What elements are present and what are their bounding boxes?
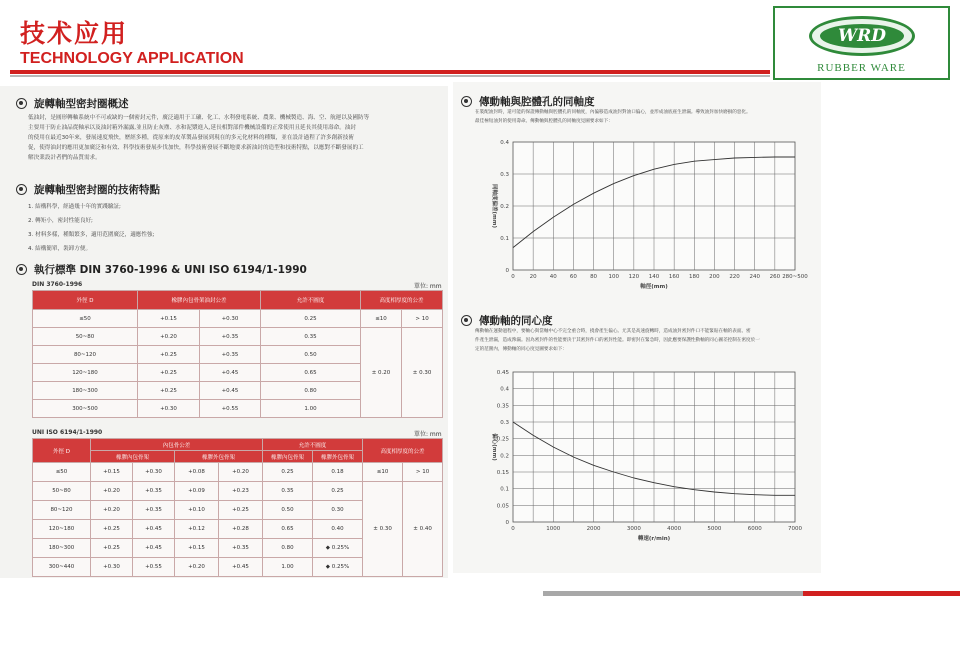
header-divider-red <box>10 70 770 74</box>
table-cell: 0.50 <box>263 501 313 520</box>
y-tick-label: 0.25 <box>496 436 509 443</box>
table-cell: ± 0.20 <box>361 328 402 418</box>
table-cell: +0.20 <box>175 558 219 577</box>
table-cell: ◆ 0.25% <box>313 539 363 558</box>
table-cell: +0.35 <box>133 482 175 501</box>
table-cell: +0.30 <box>133 463 175 482</box>
section-overview-heading: 旋轉軸型密封圈概述 <box>16 96 129 111</box>
uni-iso-tolerance-table <box>32 438 443 577</box>
table-header: 內包骨公差 <box>91 439 263 451</box>
table-cell: +0.25 <box>138 382 200 400</box>
x-tick-label: 4000 <box>667 526 682 532</box>
brochure-page-right <box>453 82 821 573</box>
y-axis-label: 同軸度偏差(mm) <box>491 184 497 228</box>
footer-divider-grey <box>543 591 803 596</box>
table-cell: ≤10 <box>363 463 403 482</box>
x-tick-label: 120 <box>628 274 640 280</box>
section-concentricity-heading: 傳動軸的同心度 <box>461 313 553 328</box>
x-tick-label: 240 <box>749 274 760 280</box>
y-tick-label: 0.2 <box>500 204 509 210</box>
table-cell: +0.15 <box>138 310 200 328</box>
x-tick-label: 80 <box>590 274 598 280</box>
y-tick-label: 0.3 <box>500 172 509 178</box>
concentricity-chart-svg <box>483 366 813 551</box>
table-cell: +0.25 <box>138 346 200 364</box>
table-cell: 300~440 <box>33 558 91 577</box>
table-cell: ± 0.30 <box>363 482 403 577</box>
x-tick-label: 220 <box>729 274 740 280</box>
table-cell: 180~300 <box>33 382 138 400</box>
table-cell: 120~180 <box>33 520 91 539</box>
table-cell: +0.12 <box>175 520 219 539</box>
x-tick-label: 7000 <box>788 526 802 532</box>
table-header: 外徑 D <box>33 439 91 463</box>
table-cell: 300~500 <box>33 400 138 418</box>
table-cell: +0.55 <box>133 558 175 577</box>
table-cell: +0.30 <box>91 558 133 577</box>
x-tick-label: 0 <box>511 526 515 532</box>
coaxiality-paragraph: 在裝配油封時，還可能的保證傳動軸與腔體孔的同軸度，內偏移造成油封對油口偏心，並形成油底座生泄漏。導致油封加快磨損的惡化。 最佳極短油封的使用壽命。傳動軸與腔體孔的同軸度見圖要求如下： <box>475 110 751 124</box>
y-tick-label: 0.15 <box>496 470 509 476</box>
y-tick-label: 0.3 <box>500 420 509 426</box>
table-cell: +0.15 <box>175 539 219 558</box>
x-tick-label: 40 <box>549 274 557 280</box>
table-cell: 0.35 <box>261 328 361 346</box>
table-cell: 0.25 <box>261 310 361 328</box>
table-cell: ≤10 <box>361 310 402 328</box>
table-cell: 0.50 <box>261 346 361 364</box>
logo-subtitle: RUBBER WARE <box>817 62 906 74</box>
table-cell: ± 0.40 <box>403 482 443 577</box>
footer-divider-red <box>803 591 960 596</box>
table-cell: +0.25 <box>91 520 133 539</box>
table-header: 外徑 D <box>33 291 138 310</box>
y-tick-label: 0 <box>505 520 509 526</box>
y-axis-label: 偏心(mm) <box>491 433 497 461</box>
brochure-page-left <box>0 86 448 578</box>
table-cell: +0.25 <box>91 539 133 558</box>
section-bullet-icon <box>16 264 27 275</box>
table-cell: 0.65 <box>261 364 361 382</box>
feature-item: 4. 結構簡單，裝卸方便。 <box>28 246 92 252</box>
table-cell: > 10 <box>402 310 443 328</box>
table-cell: +0.45 <box>133 539 175 558</box>
table-cell: 0.65 <box>263 520 313 539</box>
table-cell: 0.40 <box>313 520 363 539</box>
table-cell: 0.80 <box>261 382 361 400</box>
table-cell: 1.00 <box>263 558 313 577</box>
section-coaxiality-heading: 傳動軸與腔體孔的同軸度 <box>461 94 595 109</box>
x-tick-label: 280~500 <box>782 274 808 280</box>
x-tick-label: 6000 <box>747 526 762 532</box>
section-bullet-icon <box>16 98 27 109</box>
table-cell: 80~120 <box>33 501 91 520</box>
table-cell: > 10 <box>403 463 443 482</box>
table-cell: 0.80 <box>263 539 313 558</box>
company-logo <box>773 6 950 80</box>
table-cell: ± 0.30 <box>402 328 443 418</box>
x-tick-label: 3000 <box>626 526 641 532</box>
x-tick-label: 20 <box>529 274 537 280</box>
table-subheader: 橡膠外包骨架 <box>313 451 363 463</box>
table-header: 橡膠內包骨架油封公差 <box>138 291 261 310</box>
x-tick-label: 60 <box>569 274 577 280</box>
table-cell: 0.25 <box>263 463 313 482</box>
table-subheader: 橡膠外包骨架 <box>175 451 263 463</box>
table-cell: 120~180 <box>33 364 138 382</box>
page-title-cn: 技术应用 <box>20 19 129 48</box>
table-cell: ≤50 <box>33 463 91 482</box>
x-tick-label: 2000 <box>586 526 601 532</box>
feature-item: 1. 結構科學，經過幾十年的實踐驗証; <box>28 204 121 210</box>
section-bullet-icon <box>461 96 472 107</box>
table-cell: 50~80 <box>33 328 138 346</box>
table-cell: +0.30 <box>200 310 261 328</box>
coaxiality-chart <box>483 136 813 306</box>
din-tolerance-table <box>32 290 443 418</box>
table-cell: +0.30 <box>138 400 200 418</box>
y-tick-label: 0.4 <box>500 386 509 393</box>
logo-oval <box>809 16 915 56</box>
table-cell: 50~80 <box>33 482 91 501</box>
table-cell: +0.23 <box>219 482 263 501</box>
x-tick-label: 100 <box>608 274 619 280</box>
table-cell: +0.20 <box>91 482 133 501</box>
table-cell: +0.55 <box>200 400 261 418</box>
table-cell: +0.09 <box>175 482 219 501</box>
x-axis-label: 軸徑(mm) <box>640 284 668 290</box>
y-tick-label: 0.1 <box>500 486 509 493</box>
x-tick-label: 1000 <box>546 526 561 532</box>
table-cell: +0.45 <box>200 382 261 400</box>
table-header: 允許不圓度 <box>261 291 361 310</box>
concentricity-paragraph: 傳動軸在運動過程中，要軸心與當軸中心不完全重合時，撓會產生偏心。尤其是高速旋轉時，造成油封密封件口不能緊貼在軸的表面。密 件產生泄漏，造成滲漏。因為密封件的性能要決于其密封件口的密封性能。即密封在緊急時，因此應要保護性動軸的同心圖差控制在密度於一 定的范圍內，傳動軸的同心度見圖要求如下： <box>475 329 760 352</box>
x-tick-label: 5000 <box>707 526 722 532</box>
coaxiality-chart-svg <box>483 136 813 306</box>
y-tick-label: 0.45 <box>496 370 509 376</box>
x-tick-label: 260 <box>769 274 781 280</box>
y-tick-label: 0.4 <box>500 140 509 146</box>
feature-item: 2. 轉矩小，密封性能良好; <box>28 218 93 224</box>
table-header: 高度相厚度的公差 <box>363 439 443 463</box>
table-cell: 0.18 <box>313 463 363 482</box>
table-subheader: 橡膠內包骨架 <box>263 451 313 463</box>
table-cell: +0.10 <box>175 501 219 520</box>
table-cell: +0.20 <box>91 501 133 520</box>
y-tick-label: 0.1 <box>500 236 509 242</box>
table-cell: ◆ 0.25% <box>313 558 363 577</box>
y-tick-label: 0 <box>505 268 509 274</box>
table-cell: 0.25 <box>313 482 363 501</box>
y-tick-label: 0.2 <box>500 453 509 460</box>
table-cell: 180~300 <box>33 539 91 558</box>
section-bullet-icon <box>461 315 472 326</box>
y-tick-label: 0.35 <box>496 403 509 410</box>
table-cell: +0.35 <box>200 346 261 364</box>
table-cell: +0.35 <box>133 501 175 520</box>
table-cell: +0.25 <box>219 501 263 520</box>
concentricity-chart <box>483 366 813 551</box>
table-cell: +0.45 <box>219 558 263 577</box>
table-cell: +0.35 <box>200 328 261 346</box>
overview-paragraph: 低油封，是圓形轉軸系統中不可或缺的一個密封元件，廣泛適用于工礦、化工、水利發電系統、農業、機械製造、海、空、航運以及國防等 主要用于防止油品從軸承以及油封箱外漏露,並且防止灰塵、水和泥漿進入,延長相對部件機械設備的正常使用且延長其使用壽命。油封 的使用在最近30年來，發展速度飛快，歷經多種，從原來的皮革製品發展到現在的多元化材料的種類，並在設計過程了許多創新技術 促，使得油封的應用更加廣泛和有效、科學技術發展步伐加快，科學技術發展不斷地要求新油封的造型和技術特點，以應對不斷發展的工 解決業設計者們的品質需求。 <box>28 115 370 161</box>
x-tick-label: 180 <box>689 274 700 280</box>
table-header: 允許不圓度 <box>263 439 363 451</box>
table-cell: +0.35 <box>219 539 263 558</box>
table-cell: ≤50 <box>33 310 138 328</box>
x-tick-label: 0 <box>511 274 515 280</box>
table-cell: +0.20 <box>219 463 263 482</box>
logo-mark: WRD <box>838 26 886 46</box>
section-features-heading: 旋轉軸型密封圈的技術特點 <box>16 182 160 197</box>
table1-unit: 單位: mm <box>414 283 442 290</box>
table-cell: 80~120 <box>33 346 138 364</box>
table-cell: +0.45 <box>133 520 175 539</box>
table-cell: 0.30 <box>313 501 363 520</box>
table-cell: +0.08 <box>175 463 219 482</box>
feature-item: 3. 材料多樣，種類繁多，適用范圍廣泛，適應性強; <box>28 232 155 238</box>
table-cell: 0.35 <box>263 482 313 501</box>
table1-caption: DIN 3760-1996 <box>32 281 83 288</box>
x-tick-label: 140 <box>648 274 660 280</box>
section-standard-heading: 執行標準 DIN 3760-1996 & UNI ISO 6194/1-1990 <box>16 262 307 277</box>
header-divider-grey <box>10 75 770 77</box>
x-axis-label: 轉速(r/min) <box>637 536 671 542</box>
table-cell: +0.15 <box>91 463 133 482</box>
table-cell: +0.25 <box>138 364 200 382</box>
table-cell: +0.28 <box>219 520 263 539</box>
table2-caption: UNI ISO 6194/1-1990 <box>32 429 103 436</box>
y-tick-label: 0.05 <box>496 503 509 510</box>
page-title-en: TECHNOLOGY APPLICATION <box>20 50 244 67</box>
x-tick-label: 160 <box>668 274 680 280</box>
section-bullet-icon <box>16 184 27 195</box>
table-cell: +0.20 <box>138 328 200 346</box>
table-header: 高度相厚度的公差 <box>361 291 443 310</box>
table-cell: 1.00 <box>261 400 361 418</box>
table-cell: +0.45 <box>200 364 261 382</box>
table2-unit: 單位: mm <box>414 431 442 438</box>
x-tick-label: 200 <box>709 274 720 280</box>
table-subheader: 橡膠內包骨架 <box>91 451 175 463</box>
